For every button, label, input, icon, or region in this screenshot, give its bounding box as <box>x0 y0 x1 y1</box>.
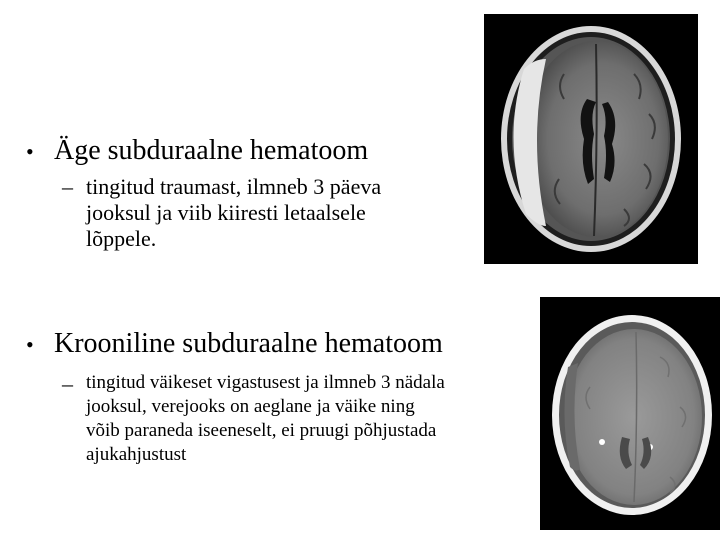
bullet-dot-icon: • <box>26 332 34 357</box>
sub-line: tingitud väikeset vigastusest ja ilmneb 3 nädala <box>86 372 445 393</box>
mri-scan-image <box>484 14 698 264</box>
sub-line: jooksul, verejooks on aeglane ja väike ning <box>86 396 415 417</box>
bullet-dot-icon: • <box>26 139 34 164</box>
sub-line: tingitud traumast, ilmneb 3 päeva <box>86 174 382 199</box>
dash-icon: – <box>62 371 73 396</box>
sub-bullet-text-chronic <box>86 371 445 467</box>
bullet-title-chronic: Krooniline subduraalne hematoom <box>54 328 443 359</box>
sub-bullet-chronic <box>62 371 445 467</box>
sub-line: ajukahjustust <box>86 444 187 465</box>
bullet-acute-subdural <box>26 135 381 252</box>
sub-bullet-acute <box>62 174 381 252</box>
dash-icon: – <box>62 174 73 199</box>
bullet-title-acute: Äge subduraalne hematoom <box>54 135 369 166</box>
sub-line: võib paraneda iseeneselt, ei pruugi põhjustada <box>86 420 437 441</box>
bullet-chronic-subdural <box>26 328 445 467</box>
ct-scan-image <box>540 297 720 530</box>
sub-line: jooksul ja viib kiiresti letaalsele <box>86 200 366 225</box>
sub-line: lõppele. <box>86 226 157 251</box>
bullet-title-row <box>26 328 445 361</box>
bullet-title-row <box>26 135 381 168</box>
sub-bullet-text-acute <box>86 174 381 252</box>
